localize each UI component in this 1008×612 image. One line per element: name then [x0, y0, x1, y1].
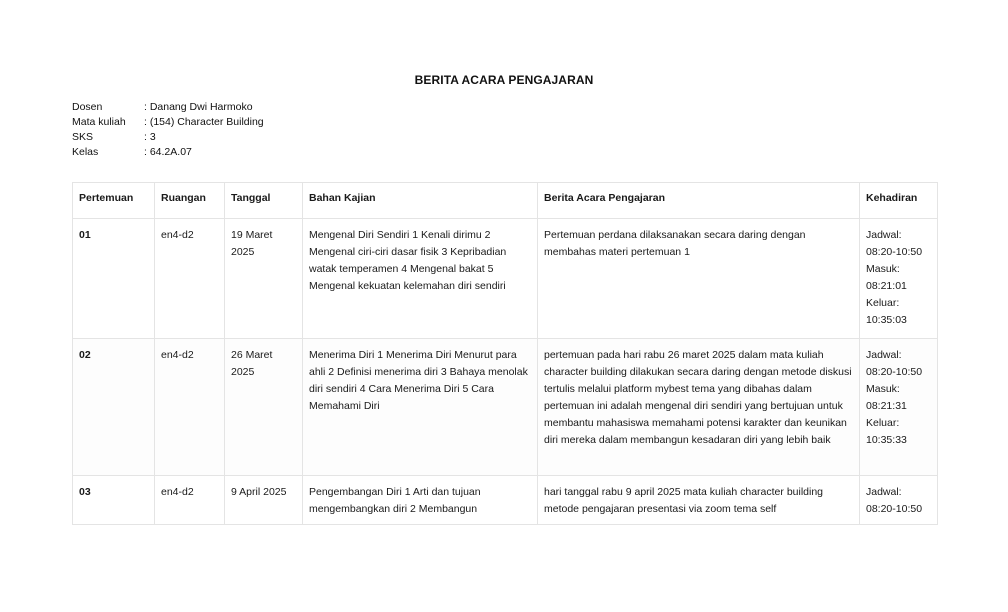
cell-berita-acara: Pertemuan perdana dilaksanakan secara daring dengan membahas materi pertemuan 1	[538, 219, 860, 339]
teaching-record-table	[72, 182, 938, 525]
meta-row-dosen	[72, 100, 264, 115]
column-header-kehadiran: Kehadiran	[860, 183, 938, 219]
column-header-bahan-kajian: Bahan Kajian	[303, 183, 538, 219]
cell-bahan-kajian: Menerima Diri 1 Menerima Diri Menurut para ahli 2 Definisi menerima diri 3 Bahaya menolak diri sendiri 4 Cara Menerima Diri 5 Cara Memahami Diri	[303, 339, 538, 476]
table-header-row	[73, 183, 938, 219]
cell-tanggal: 9 April 2025	[225, 476, 303, 525]
cell-kehadiran	[860, 219, 938, 339]
table-row	[73, 476, 938, 525]
column-header-ruangan: Ruangan	[155, 183, 225, 219]
kehadiran-line: 08:20-10:50	[866, 503, 923, 515]
kehadiran-line: Jadwal:	[866, 229, 902, 241]
cell-ruangan: en4-d2	[155, 219, 225, 339]
meta-row-sks	[72, 130, 264, 145]
meta-label: Dosen	[72, 101, 103, 113]
kehadiran-line: 08:20-10:50	[866, 246, 923, 258]
kehadiran-line: Jadwal:	[866, 486, 902, 498]
kehadiran-line: 08:21:01	[866, 280, 907, 292]
kehadiran-line: Masuk:	[866, 383, 900, 395]
kehadiran-line: 10:35:03	[866, 314, 907, 326]
column-header-pertemuan: Pertemuan	[73, 183, 155, 219]
page-title: BERITA ACARA PENGAJARAN	[414, 73, 594, 87]
table-row	[73, 339, 938, 476]
meta-value: : (154) Character Building	[144, 116, 264, 128]
cell-kehadiran	[860, 339, 938, 476]
meta-row-mata-kuliah	[72, 115, 264, 130]
meta-row-kelas	[72, 145, 264, 160]
cell-tanggal: 26 Maret 2025	[225, 339, 303, 476]
meta-label: Kelas	[72, 146, 99, 158]
cell-berita-acara: hari tanggal rabu 9 april 2025 mata kuliah character building metode pengajaran presentasi via zoom tema self	[538, 476, 860, 525]
cell-bahan-kajian: Pengembangan Diri 1 Arti dan tujuan mengembangkan diri 2 Membangun	[303, 476, 538, 525]
column-header-tanggal: Tanggal	[225, 183, 303, 219]
column-header-berita-acara: Berita Acara Pengajaran	[538, 183, 860, 219]
cell-ruangan: en4-d2	[155, 476, 225, 525]
kehadiran-line: 08:20-10:50	[866, 366, 923, 378]
cell-berita-acara: pertemuan pada hari rabu 26 maret 2025 dalam mata kuliah character building dilakukan secara daring dengan metode diskusi tertulis melalui platform mybest tema yang dibahas dalam pertemuan ini adalah mengenal diri sendiri yang bertujuan untuk membantu mahasiswa memahami potensi karakter dan keunikan diri mereka dalam membangun kesadaran diri yang lebih baik	[538, 339, 860, 476]
cell-pertemuan: 02	[73, 339, 155, 476]
meta-label: Mata kuliah	[72, 116, 126, 128]
cell-tanggal: 19 Maret 2025	[225, 219, 303, 339]
course-info	[72, 100, 264, 160]
kehadiran-line: Keluar:	[866, 417, 900, 429]
meta-value: : 3	[144, 131, 156, 143]
kehadiran-line: Jadwal:	[866, 349, 902, 361]
cell-kehadiran	[860, 476, 938, 525]
kehadiran-line: 10:35:33	[866, 434, 907, 446]
kehadiran-line: Masuk:	[866, 263, 900, 275]
cell-ruangan: en4-d2	[155, 339, 225, 476]
kehadiran-line: Keluar:	[866, 297, 900, 309]
cell-bahan-kajian: Mengenal Diri Sendiri 1 Kenali dirimu 2 Mengenal ciri-ciri dasar fisik 3 Kepribadian watak temperamen 4 Mengenal bakat 5 Mengenal kekuatan kelemahan diri sendiri	[303, 219, 538, 339]
kehadiran-line: 08:21:31	[866, 400, 907, 412]
meta-value: : 64.2A.07	[144, 146, 192, 158]
cell-pertemuan: 03	[73, 476, 155, 525]
table-row	[73, 219, 938, 339]
meta-value: : Danang Dwi Harmoko	[144, 101, 253, 113]
meta-label: SKS	[72, 131, 94, 143]
cell-pertemuan: 01	[73, 219, 155, 339]
